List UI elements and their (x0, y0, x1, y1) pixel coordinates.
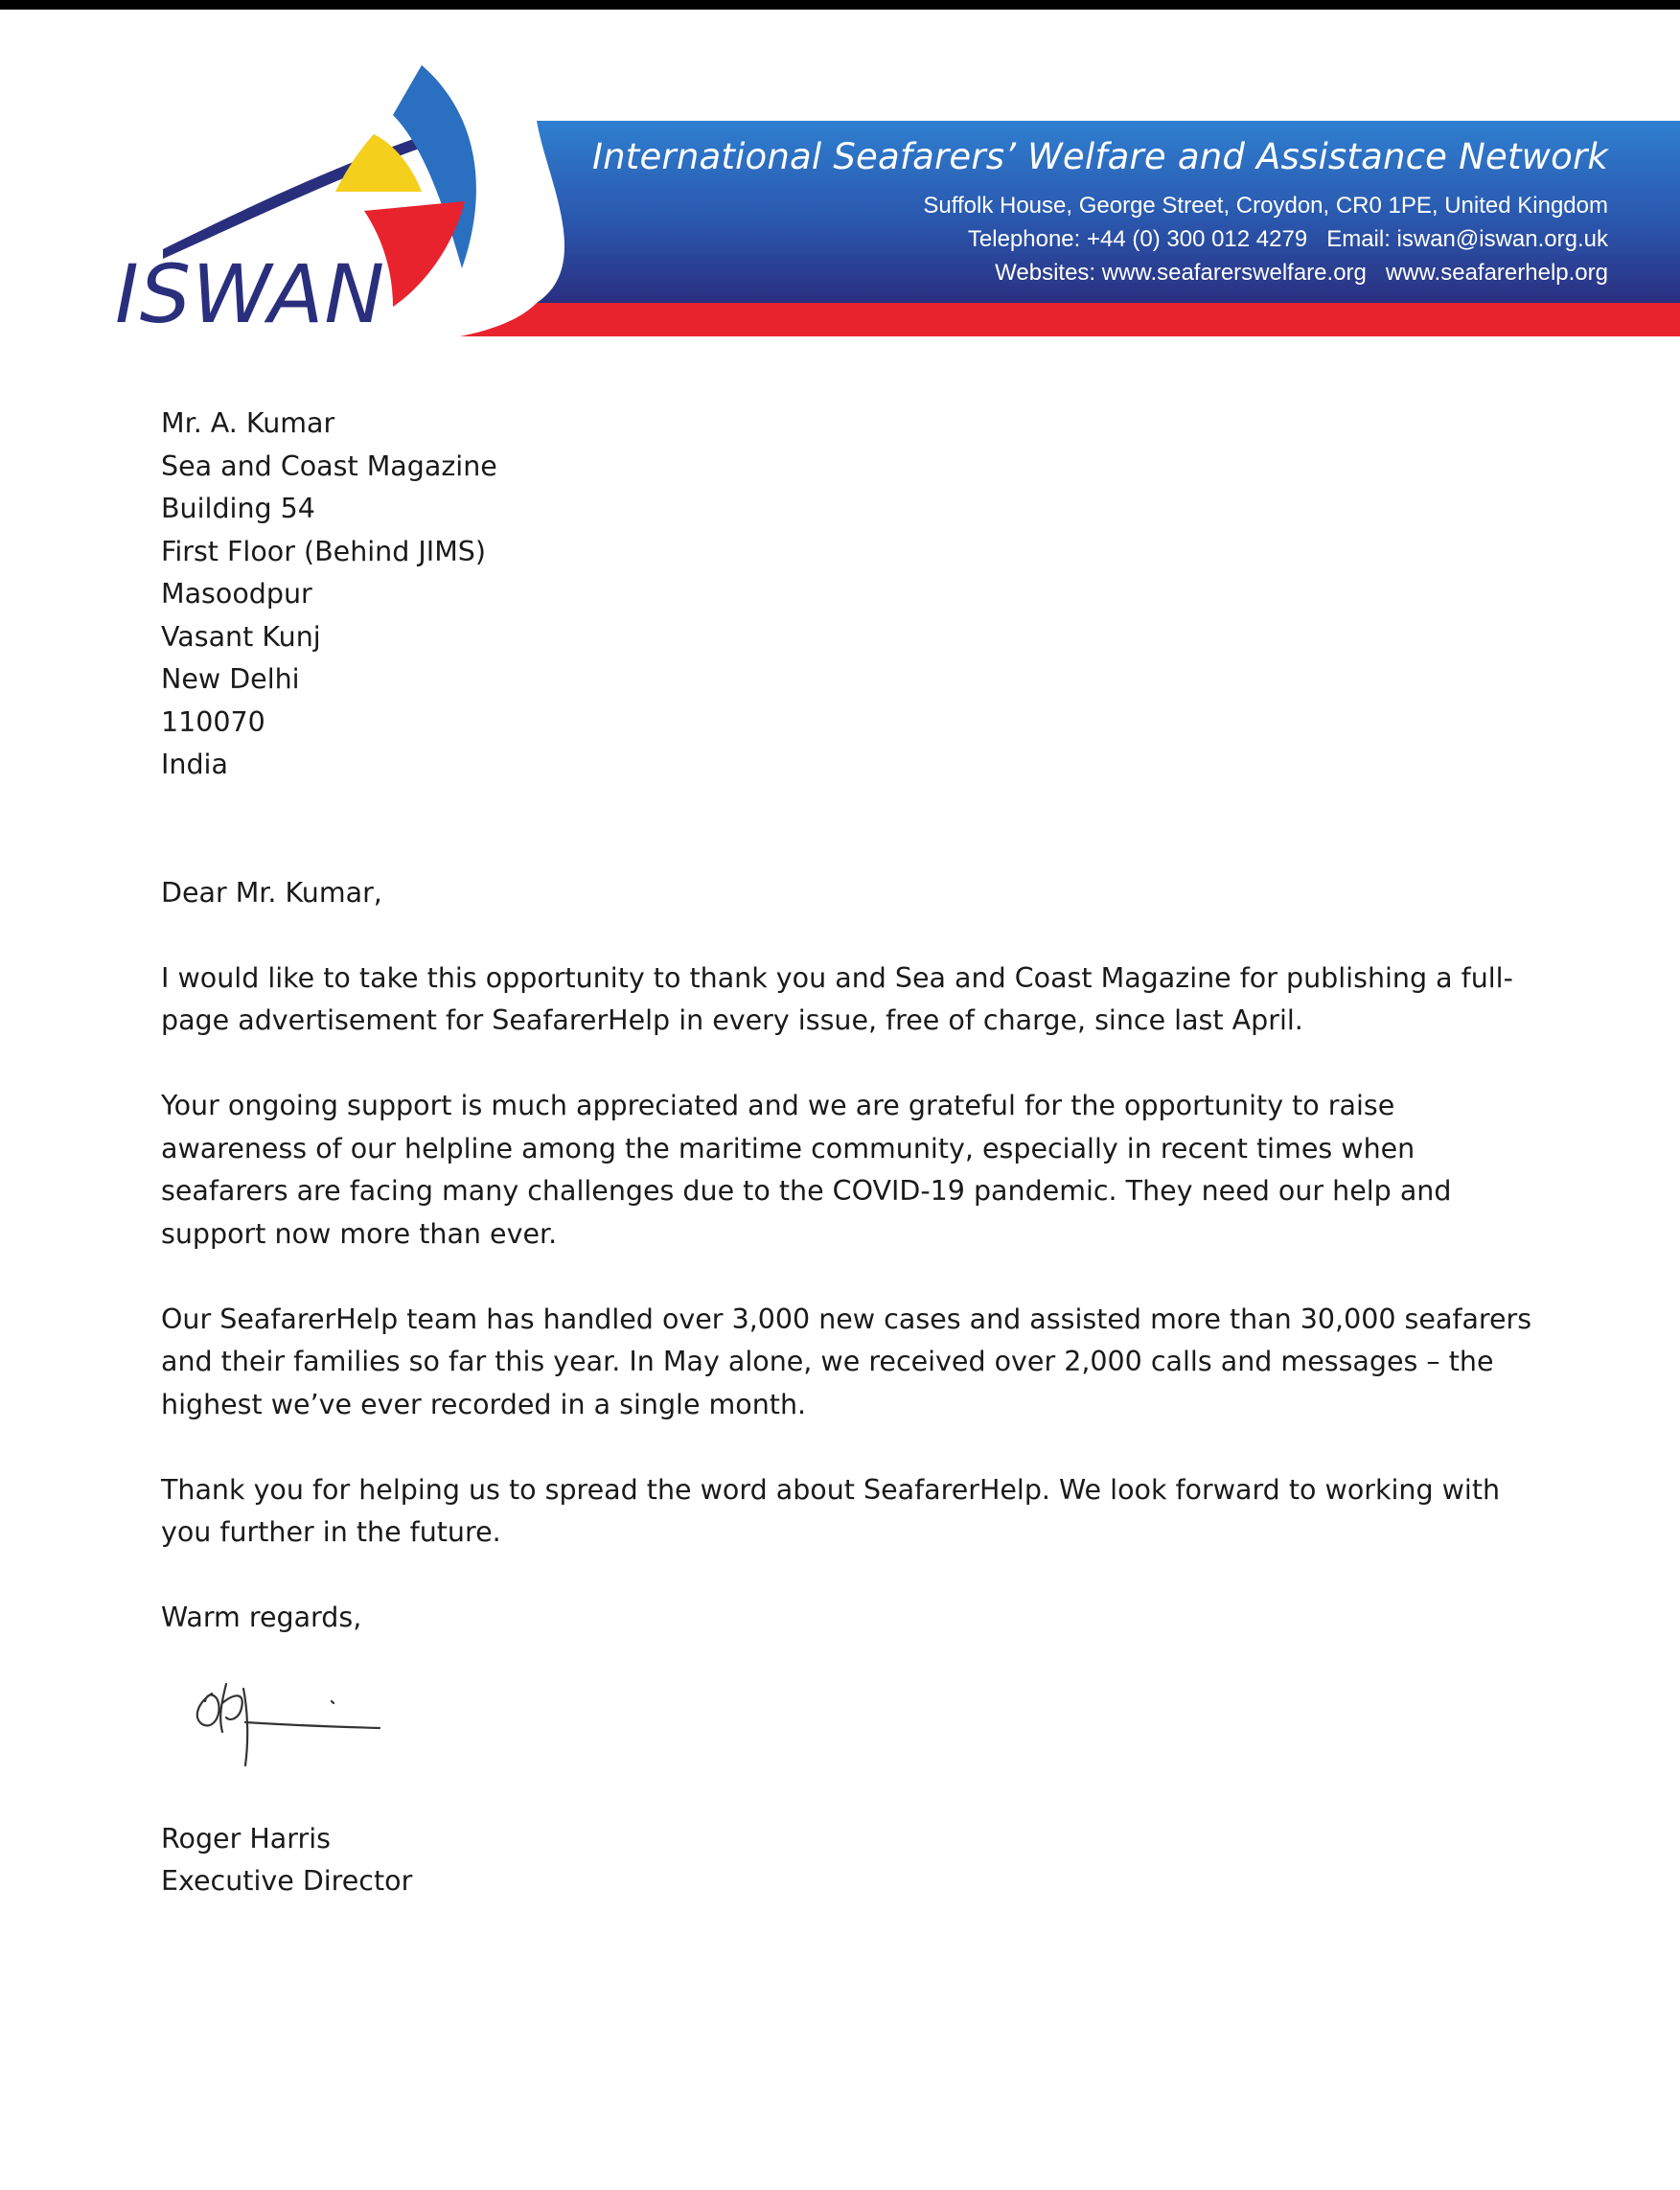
organization-address: Suffolk House, George Street, Croydon, CR0 1PE, United Kingdom (923, 193, 1608, 219)
signer-block (161, 1818, 1541, 1903)
paragraph: Your ongoing support is much appreciated and we are grateful for the opportunity to raise awareness of our helpline among the maritime community, especially in recent times when seafarers are facing many challenges due to the COVID-19 pandemic. They need our help and support now more than ever. (161, 1090, 1452, 1250)
address-line: Vasant Kunj (161, 620, 321, 653)
handwritten-signature (178, 1665, 399, 1770)
address-line: Sea and Coast Magazine (161, 450, 497, 482)
address-line: Masoodpur (161, 578, 312, 610)
email[interactable]: Email: iswan@iswan.org.uk (1326, 226, 1608, 252)
address-line: Building 54 (161, 493, 315, 524)
website-link-2[interactable]: www.seafarerhelp.org (1385, 260, 1608, 286)
recipient-address (161, 403, 1541, 787)
letterhead (0, 58, 1680, 345)
letter-body (161, 403, 1541, 1903)
signer-name: Roger Harris (161, 1822, 331, 1855)
address-line: New Delhi (161, 663, 300, 695)
websites-line (592, 256, 1608, 289)
paragraph: Thank you for helping us to spread the word about SeafarerHelp. We look forward to working with you further in the future. (161, 1473, 1501, 1548)
signer-title: Executive Director (161, 1865, 413, 1897)
paragraph: Our SeafarerHelp team has handled over 3,000 new cases and assisted more than 30,000 seafarers and their families so far this year. In May alone, we received over 2,000 calls and messages – the highest we’ve ever recorded in a single month. (161, 1302, 1532, 1420)
contact-line (592, 222, 1608, 256)
organization-name: International Seafarers’ Welfare and Assistance Network (591, 136, 1608, 177)
address-line: Mr. A. Kumar (161, 407, 335, 439)
closing: Warm regards, (161, 1602, 362, 1633)
website-link-1[interactable]: Websites: www.seafarerswelfare.org (995, 260, 1367, 286)
letterhead-text (592, 136, 1608, 289)
logo-wordmark: ISWAN (115, 247, 386, 341)
salutation: Dear Mr. Kumar, (161, 876, 382, 909)
address-line: India (161, 749, 228, 780)
paragraph: I would like to take this opportunity to thank you and Sea and Coast Magazine for publishing a full-page advertisement for SeafarerHelp in every issue, free of charge, since last April. (161, 961, 1513, 1036)
top-border (0, 0, 1680, 10)
telephone: Telephone: +44 (0) 300 012 4279 (967, 226, 1308, 252)
address-line: 110070 (161, 705, 265, 738)
address-line: First Floor (Behind JIMS) (161, 535, 487, 567)
